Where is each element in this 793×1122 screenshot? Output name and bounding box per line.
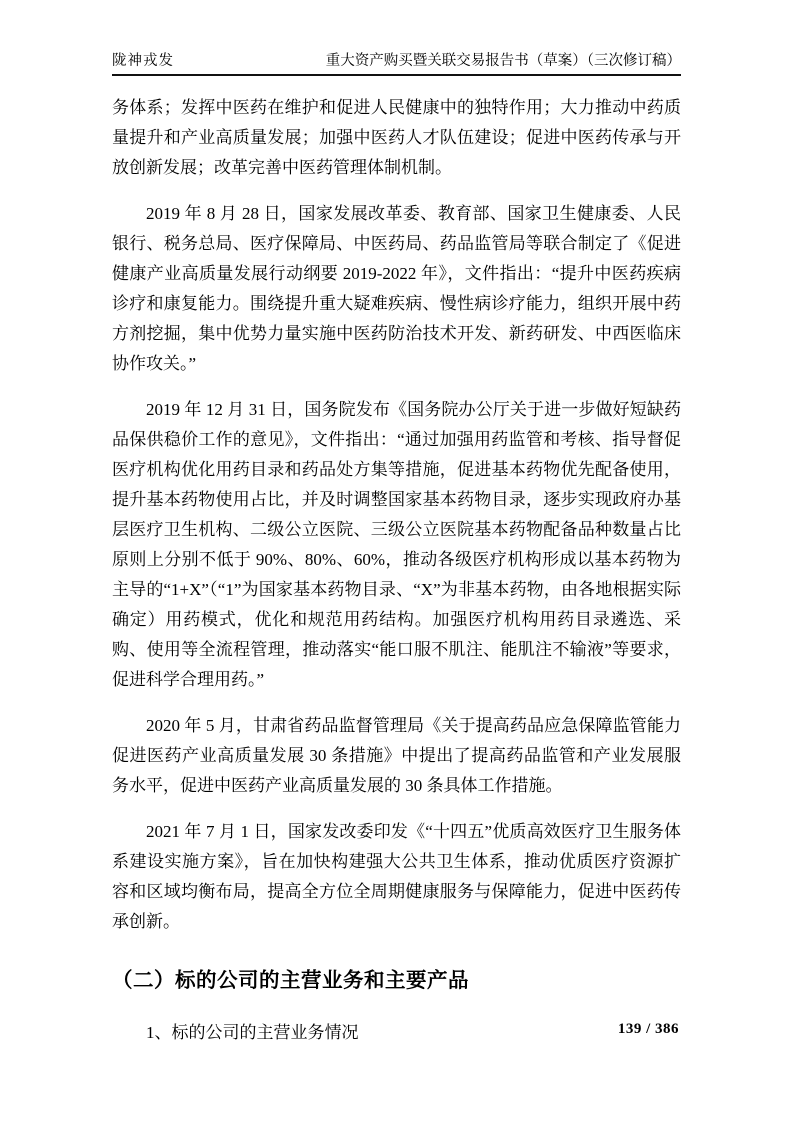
section-heading-main-business: （二）标的公司的主营业务和主要产品 — [112, 969, 469, 992]
page-number: 139 / 386 — [617, 1021, 679, 1037]
document-body — [112, 93, 681, 1048]
paragraph-2021-07-01: 2021 年 7 月 1 日，国家发改委印发《“十四五”优质高效医疗卫生服务体系建设实施方案》，旨在加快构建强大公共卫生体系，推动优质医疗资源扩容和区域均衡布局，提高全方位全周期健康服务与保障能力，促进中医药传承创新。 — [112, 822, 681, 931]
page-header — [112, 52, 681, 76]
paragraph-2020-05: 2020 年 5 月，甘肃省药品监督管理局《关于提高药品应急保障监管能力促进医药产业高质量发展 30 条措施》中提出了提高药品监管和产业发展服务水平，促进中医药产业高质量发展的 30 条具体工作措施。 — [112, 716, 681, 795]
header-report-title: 重大资产购买暨关联交易报告书（草案）（三次修订稿） — [325, 53, 681, 69]
header-company-name: 陇神戎发 — [112, 53, 174, 69]
paragraph-2019-08-28: 2019 年 8 月 28 日，国家发展改革委、教育部、国家卫生健康委、人民银行、税务总局、医疗保障局、中医药局、药品监管局等联合制定了《促进健康产业高质量发展行动纲要 2019-2022 年》，文件指出：“提升中医药疾病诊疗和康复能力。围绕提升重大疑难疾病、慢性病诊疗能力，组织开展中药方剂挖掘，集中优势力量实施中医药防治技术开发、新药研发、中西医临床协作攻关。” — [112, 204, 681, 373]
paragraph-policy-summary: 务体系；发挥中医药在维护和促进人民健康中的独特作用；大力推动中药质量提升和产业高质量发展；加强中医药人才队伍建设；促进中医药传承与开放创新发展；改革完善中医药管理体制机制。 — [112, 98, 681, 177]
paragraph-2019-12-31: 2019 年 12 月 31 日，国务院发布《国务院办公厅关于进一步做好短缺药品保供稳价工作的意见》，文件指出：“通过加强用药监管和考核、指导督促医疗机构优化用药目录和药品处方集等措施，促进基本药物优先配备使用，提升基本药物使用占比，并及时调整国家基本药物目录，逐步实现政府办基层医疗卫生机构、二级公立医院、三级公立医院基本药物配备品种数量占比原则上分别不低于 90%、80%、60%，推动各级医疗机构形成以基本药物为主导的“1+X”（“1”为国家基本药物目录、“X”为非基本药物，由各地根据实际确定）用药模式，优化和规范用药结构。加强医疗机构用药目录遴选、采购、使用等全流程管理，推动落实“能口服不肌注、能肌注不输液”等要求，促进科学合理用药。” — [112, 400, 681, 689]
sub-heading-business-overview: 1、标的公司的主营业务情况 — [146, 1023, 359, 1042]
